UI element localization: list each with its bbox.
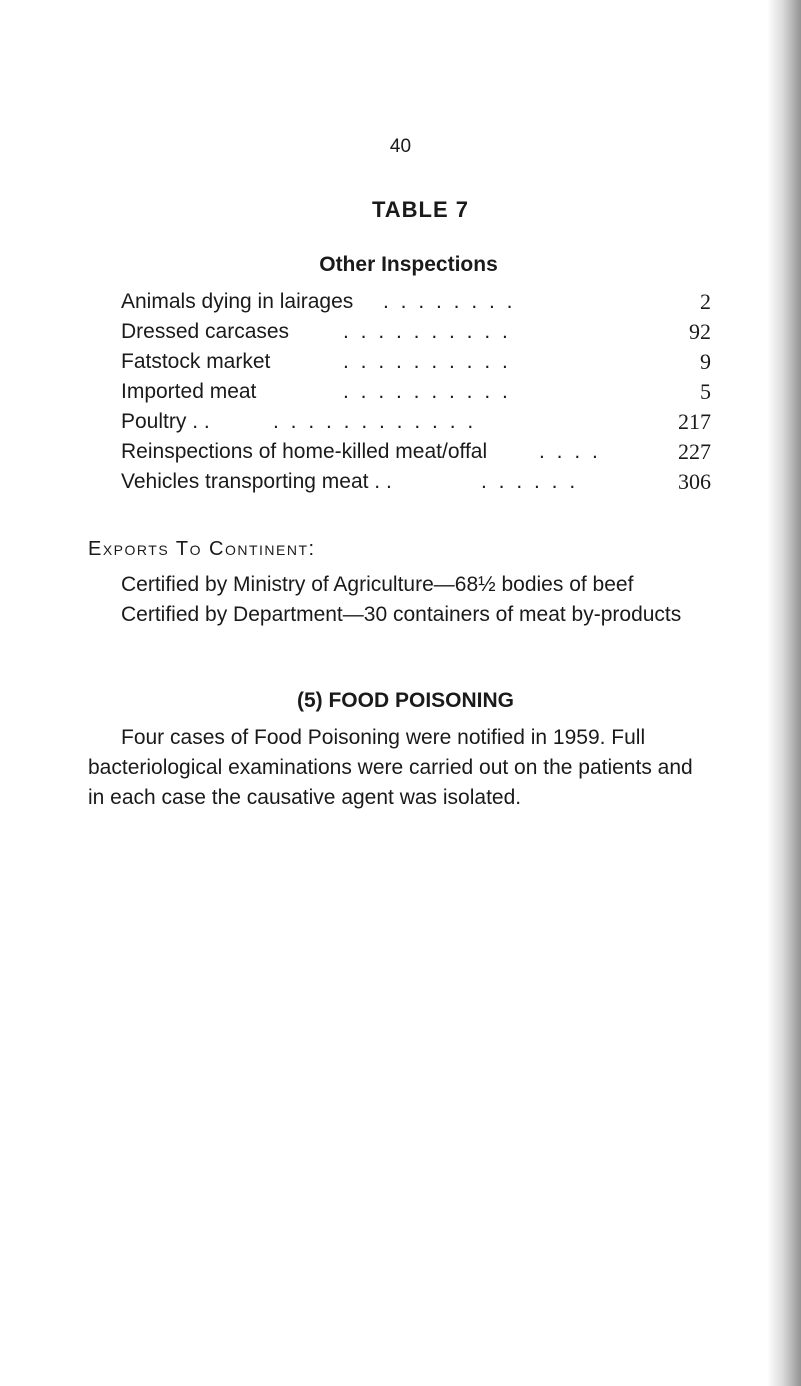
table-row xyxy=(121,377,711,407)
row-value: 9 xyxy=(700,349,711,374)
table-title: TABLE 7 xyxy=(371,197,470,222)
table-subtitle: Other Inspections xyxy=(319,253,498,276)
row-value: 92 xyxy=(689,319,711,344)
exports-line: Certified by Department—30 containers of meat by-products xyxy=(121,603,682,626)
row-label: Animals dying in lairages xyxy=(121,290,354,313)
row-label: Imported meat xyxy=(121,380,257,403)
page-number: 40 xyxy=(389,136,412,157)
dot-leader: . . . . . . . . . . xyxy=(343,380,511,403)
inspection-table xyxy=(121,287,711,497)
table-row xyxy=(121,437,711,467)
row-label: Reinspections of home-killed meat/offal xyxy=(121,440,488,463)
food-poisoning-paragraph xyxy=(88,723,722,813)
dot-leader: . . . . . . . . . . xyxy=(343,320,511,343)
row-value: 5 xyxy=(700,379,711,404)
table-row xyxy=(121,287,711,317)
row-value: 306 xyxy=(678,469,711,494)
table-row xyxy=(121,347,711,377)
dot-leader: . . . . . . . . . . . . xyxy=(273,410,477,433)
paragraph-line: in each case the causative agent was isolated. xyxy=(88,786,522,809)
row-value: 2 xyxy=(700,289,711,314)
row-label: Vehicles transporting meat . . xyxy=(121,470,392,493)
dot-leader: . . . . . . xyxy=(481,470,579,493)
paragraph-line: bacteriological examinations were carried out on the patients and xyxy=(88,756,693,779)
row-value: 217 xyxy=(678,409,711,434)
dot-leader: . . . . xyxy=(539,440,601,463)
row-label: Dressed carcases xyxy=(121,320,290,343)
dot-leader: . . . . . . . . . . xyxy=(343,350,511,373)
exports-line: Certified by Ministry of Agriculture—68½ bodies of beef xyxy=(121,573,634,596)
table-row xyxy=(121,317,711,347)
dot-leader: . . . . . . . . xyxy=(383,290,516,313)
row-value: 227 xyxy=(678,439,711,464)
table-row xyxy=(121,407,711,437)
row-label: Poultry . . xyxy=(121,410,210,433)
row-label: Fatstock market xyxy=(121,350,271,373)
paragraph-line: Four cases of Food Poisoning were notified in 1959. Full xyxy=(121,726,646,749)
section-heading: (5) FOOD POISONING xyxy=(296,689,514,712)
exports-heading: Exports To Continent: xyxy=(88,538,316,560)
table-row xyxy=(121,467,711,497)
